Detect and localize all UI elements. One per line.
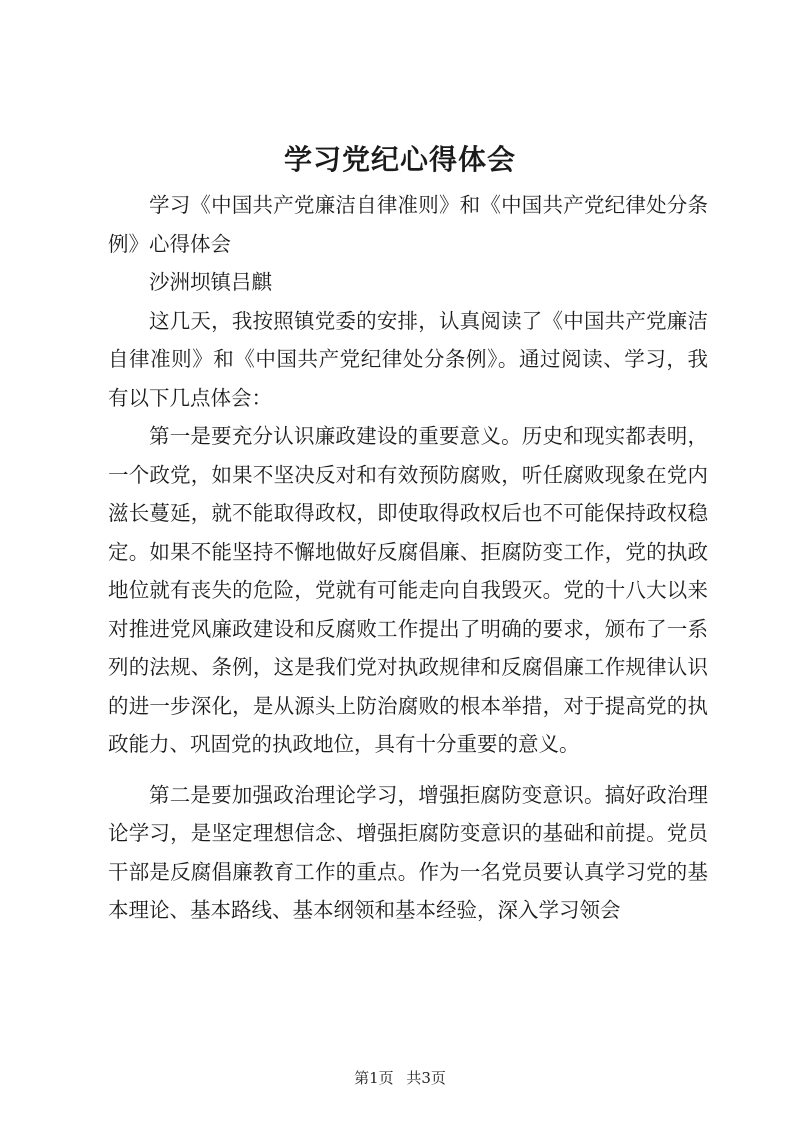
subtitle-paragraph: 学习《中国共产党廉洁自律准则》和《中国共产党纪律处分条例》心得体会 bbox=[108, 193, 708, 256]
author-line: 沙洲坝镇吕麒 bbox=[149, 270, 272, 294]
page-footer bbox=[0, 1068, 800, 1088]
document-body bbox=[108, 186, 708, 930]
document-title: 学习党纪心得体会 bbox=[283, 143, 516, 176]
page-number: 第1页 bbox=[354, 1069, 394, 1087]
paragraph-first-point: 第一是要充分认识廉政建设的重要意义。历史和现实都表明，一个政党，如果不坚决反对和有效预防腐败，听任腐败现象在党内滋长蔓延，就不能取得政权，即使取得政权后也不可能保持政权稳定。如果不能坚持不懈地做好反腐倡廉、拒腐防变工作，党的执政地位就有丧失的危险，党就有可能走向自我毁灭。党的十八大以来对推进党风廉政建设和反腐败工作提出了明确的要求，颁布了一系列的法规、条例，这是我们党对执政规律和反腐倡廉工作规律认识的进一步深化，是从源头上防治腐败的根本举措，对于提高党的执政能力、巩固党的执政地位，具有十分重要的意义。 bbox=[108, 424, 708, 756]
paragraph-intro: 这几天，我按照镇党委的安排，认真阅读了《中国共产党廉洁自律准则》和《中国共产党纪律处分条例》。通过阅读、学习，我有以下几点体会： bbox=[108, 308, 708, 410]
paragraph-second-point: 第二是要加强政治理论学习，增强拒腐防变意识。搞好政治理论学习，是坚定理想信念、增强拒腐防变意识的基础和前提。党员干部是反腐倡廉教育工作的重点。作为一名党员要认真学习党的基本理论、基本路线、基本纲领和基本经验，深入学习领会 bbox=[108, 782, 708, 922]
page-total: 共3页 bbox=[406, 1069, 446, 1087]
